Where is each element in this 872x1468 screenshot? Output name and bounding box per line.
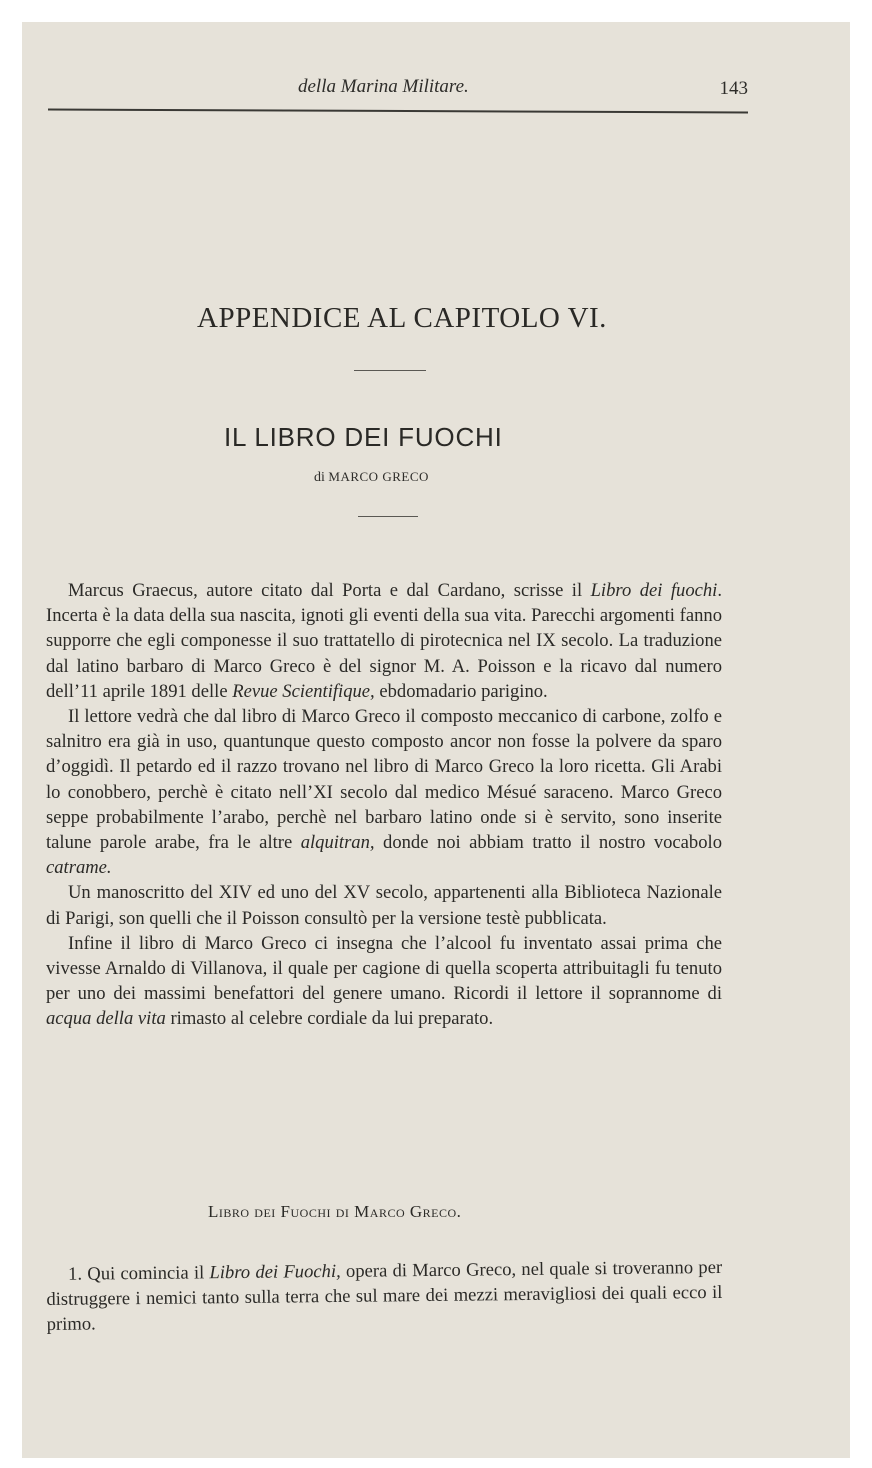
paragraph: Il lettore vedrà che dal libro di Marco Greco il composto meccanico di carbone, zolfo e salnitro era già in uso, quantunque questo composto ancor non fosse la polvere da sparo d’oggidì. Il petardo ed il razzo trovano nel libro di Marco Greco la loro ricetta. Gli Arabi lo conobbero, perchè è citato nell’XI secolo dal medico Mésué saraceno. Marco Greco seppe probabilmente l’arabo, perchè nel barbaro latino onde si è servito, sono inserite talune parole arabe, fra le altre alquitran, donde noi abbiam tratto il nostro vocabolo catrame. bbox=[46, 706, 722, 879]
paragraph: Marcus Graecus, autore citato dal Porta e dal Cardano, scrisse il Libro dei fuochi. Incerta è la data della sua nascita, ignoti gli eventi della sua vita. Parecchi argomenti fanno supporre che egli componesse il suo trattatello di pirotecnica nel IX secolo. La traduzione dal latino barbaro di Marco Greco è del signor M. A. Poisson e la ricavo dal numero dell’11 aprile 1891 delle Revue Scientifique, ebdomadario parigino. bbox=[46, 580, 723, 702]
introduction-text bbox=[46, 578, 722, 1032]
author-prefix: di bbox=[314, 470, 325, 485]
book-page bbox=[22, 22, 850, 1458]
author-name: MARCO GRECO bbox=[328, 469, 429, 484]
page-header bbox=[48, 72, 748, 112]
numbered-paragraph: 1. Qui comincia il Libro dei Fuochi, opera di Marco Greco, nel quale si troveranno per distruggere i nemici tanto sulla terra che sul mare dei mezzi meravigliosi dei quali ecco il primo. bbox=[46, 1256, 723, 1336]
header-rule bbox=[48, 108, 748, 113]
section-heading: Libro dei Fuochi di Marco Greco. bbox=[208, 1202, 462, 1221]
page-number: 143 bbox=[719, 78, 748, 99]
author-divider bbox=[358, 516, 418, 517]
title-divider bbox=[354, 370, 426, 371]
running-title: della Marina Militare. bbox=[298, 76, 469, 97]
paragraph: Un manoscritto del XIV ed uno del XV secolo, appartenenti alla Biblioteca Nazionale di Parigi, son quelli che il Poisson consultò per la versione testè pubblicata. bbox=[46, 882, 722, 929]
book-title: IL LIBRO DEI FUOCHI bbox=[224, 422, 503, 452]
paragraph: Infine il libro di Marco Greco ci insegna che l’alcool fu inventato assai prima che vivesse Arnaldo di Villanova, il quale per cagione di quella scoperta attribuitagli fu tenuto per uno dei massimi benefattori del genere umano. Ricordi il lettore il soprannome di acqua della vita rimasto al celebre cordiale da lui preparato. bbox=[46, 932, 722, 1030]
author-line bbox=[314, 469, 429, 486]
appendix-title: APPENDICE AL CAPITOLO VI. bbox=[197, 302, 607, 334]
